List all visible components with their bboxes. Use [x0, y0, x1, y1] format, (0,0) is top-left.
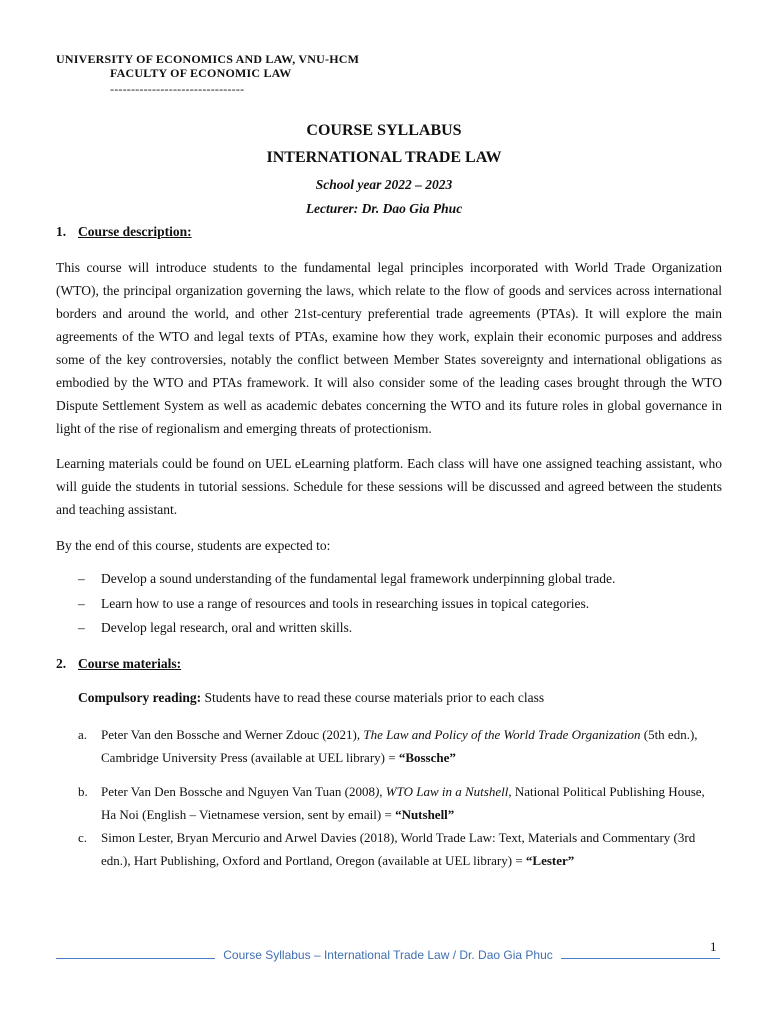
reference-item	[78, 781, 718, 826]
bullet-dash: –	[78, 596, 85, 611]
reference-details: , National Political Publishing House, Ha Noi (English – Vietnamese version, sent by email) =	[101, 784, 705, 822]
reference-item	[78, 724, 718, 769]
compulsory-label: Compulsory reading:	[78, 690, 202, 705]
university-name: UNIVERSITY OF ECONOMICS AND LAW, VNU-HCM	[56, 52, 360, 66]
expectations-intro: By the end of this course, students are expected to:	[56, 538, 331, 553]
bullet-text: Develop a sound understanding of the fundamental legal framework underpinning global trade.	[101, 571, 616, 586]
reference-authors: Peter Van Den Bossche and Nguyen Van Tuan (2008	[101, 784, 375, 799]
compulsory-reading-note	[78, 690, 544, 706]
reference-short-name: “Bossche”	[398, 749, 456, 765]
list-item	[78, 596, 589, 612]
reference-title: ), WTO Law in a Nutshell	[374, 784, 509, 799]
reference-letter: a.	[78, 727, 88, 742]
reference-details: (5th edn.), Cambridge University Press (available at UEL library) =	[101, 727, 698, 765]
reference-letter: b.	[78, 784, 88, 799]
bullet-text: Develop legal research, oral and written skills.	[101, 620, 353, 635]
page-number: 1	[710, 939, 717, 954]
reference-item	[78, 827, 718, 872]
bullet-dash: –	[78, 571, 85, 586]
list-item	[78, 571, 615, 587]
lecturer: Lecturer: Dr. Dao Gia Phuc	[305, 201, 463, 216]
reference-authors: Simon Lester, Bryan Mercurio and Arwel Davies (2018), World Trade Law: Text, Materials and Commentary (3rd edn.), Hart Publishing, Oxford and Portland, Oregon (available at UEL library) =	[101, 830, 696, 868]
section-label: Course materials:	[78, 656, 182, 671]
section-heading-course-description	[56, 224, 192, 240]
header-rule: --------------------------------	[110, 82, 245, 96]
course-description-paragraph: This course will introduce students to the fundamental legal principles incorporated with World Trade Organization (WTO), the principal organization governing the laws, which relate to the flow of goods and services across international borders and around the world, and other 21st-century preferential trade agreements (PTAs). It will explore the main agreements of the WTO and legal texts of PTAs, examine how they work, explain their economic purposes and address some of the key controversies, notably the conflict between Member States sovereignty and international obligations as embodied by the WTO and PTAs framework. It will also consider some of the leading cases brought through the WTO Dispute Settlement System as well as academic debates concerning the WTO and its future roles in global governance in light of the rise of regionalism and emerging threats of protectionism.	[56, 260, 722, 436]
learning-materials-paragraph: Learning materials could be found on UEL eLearning platform. Each class will have one assigned teaching assistant, who will guide the students in tutorial sessions. Schedule for these sessions will be discussed and agreed between the students and teaching assistant.	[56, 456, 722, 517]
reference-authors: Peter Van den Bossche and Werner Zdouc (2021),	[101, 727, 364, 742]
reference-short-name: “Lester”	[525, 852, 575, 868]
faculty-name: FACULTY OF ECONOMIC LAW	[110, 66, 292, 80]
school-year: School year 2022 – 2023	[315, 177, 453, 192]
bullet-dash: –	[78, 620, 85, 635]
bullet-text: Learn how to use a range of resources and tools in researching issues in topical categories.	[101, 596, 590, 611]
section-number: 1.	[56, 224, 67, 239]
course-title: INTERNATIONAL TRADE LAW	[266, 149, 502, 166]
reference-short-name: “Nutshell”	[395, 806, 455, 822]
footer-text: Course Syllabus – International Trade Law / Dr. Dao Gia Phuc	[215, 948, 561, 962]
compulsory-text: Students have to read these course materials prior to each class	[201, 690, 545, 705]
reference-letter: c.	[78, 830, 88, 845]
document-title: COURSE SYLLABUS	[306, 122, 462, 139]
section-label: Course description:	[78, 224, 192, 239]
section-number: 2.	[56, 656, 67, 671]
section-heading-course-materials	[56, 656, 181, 672]
reference-title: The Law and Policy of the World Trade Organization	[363, 727, 641, 742]
page-footer	[56, 948, 720, 968]
list-item	[78, 620, 352, 636]
